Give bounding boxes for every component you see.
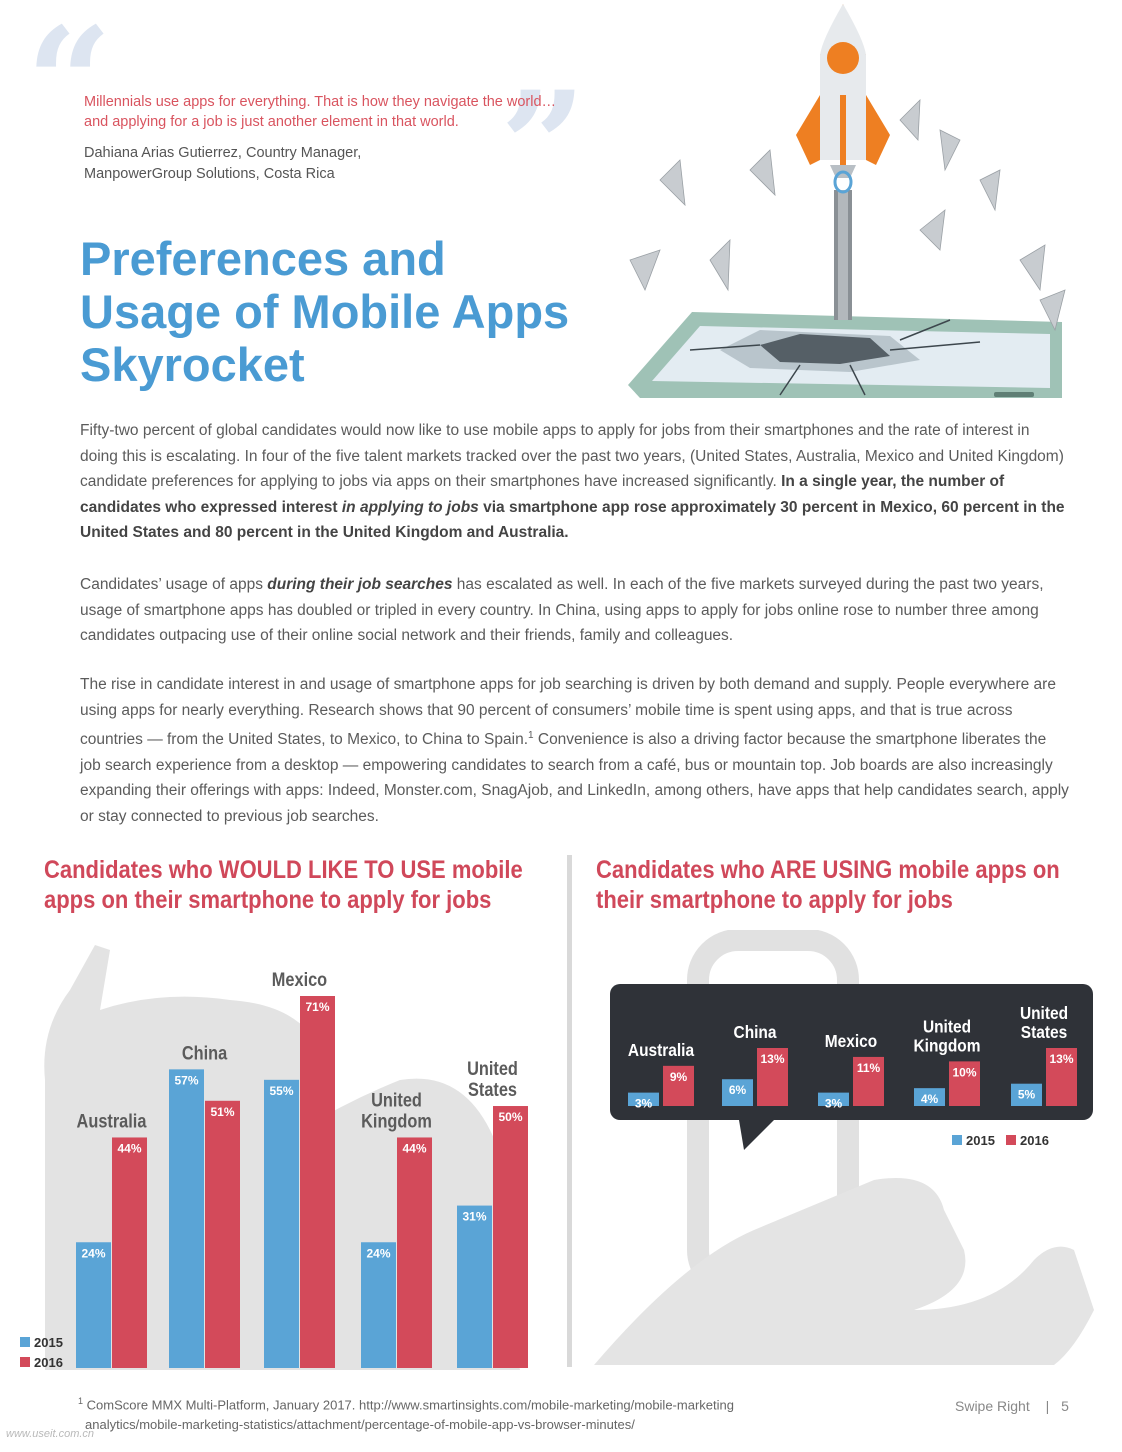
left-bar-chart — [0, 930, 566, 1380]
left-chart-title-c: mobile apps on their smartphone to apply for jobs — [44, 856, 523, 914]
bar-value-label: 55% — [269, 1083, 294, 1098]
category-label: United — [467, 1057, 518, 1080]
bar-2016-australia — [112, 1137, 147, 1368]
body-paragraph-2-a: Candidates’ usage of apps — [80, 576, 268, 593]
body-paragraph-3 — [80, 672, 1070, 829]
legend-label-2015: 2015 — [34, 1335, 63, 1350]
bar-value-label: 3% — [824, 1096, 843, 1111]
bar-value-label: 13% — [760, 1052, 785, 1066]
category-label: United — [1019, 1002, 1069, 1024]
open-quote-icon: “ — [26, 0, 113, 171]
footer-section: Swipe Right — [955, 1398, 1030, 1414]
attribution-line-2: ManpowerGroup Solutions, Costa Rica — [84, 166, 335, 182]
bar-2016-united-kingdom — [397, 1137, 432, 1368]
bar-2015-united-states — [457, 1206, 492, 1368]
bar-value-label: 31% — [462, 1209, 487, 1224]
body-paragraph-1-bold-italic: in applying to jobs — [341, 498, 479, 516]
right-chart-title-emphasis: ARE USING — [769, 856, 893, 884]
category-label: Mexico — [271, 968, 328, 991]
page-footer — [955, 1398, 1069, 1414]
bar-value-label: 9% — [669, 1069, 688, 1084]
page-number: 5 — [1061, 1398, 1069, 1414]
right-chart-title-a: Candidates who — [596, 856, 770, 884]
legend-label-2015: 2015 — [966, 1133, 995, 1148]
bar-value-label: 57% — [174, 1073, 199, 1088]
quote-attribution — [84, 143, 504, 185]
body-paragraph-1-bold-b: via smartphone app rose approximately 30 percent in Mexico, 60 percent in the United States and 80 percent in the United Kingdom and Australia. — [80, 498, 1065, 541]
body-paragraph-1 — [80, 418, 1070, 546]
category-label: Kingdom — [913, 1035, 981, 1056]
bar-value-label: 71% — [305, 1000, 330, 1014]
bar-value-label: 13% — [1049, 1052, 1074, 1066]
left-chart-title-emphasis: WOULD LIKE TO USE — [218, 856, 446, 884]
legend-label-2016: 2016 — [1020, 1133, 1049, 1148]
footer-separator: | — [1045, 1398, 1050, 1414]
category-label: China — [181, 1042, 228, 1064]
bar-2015-mexico — [264, 1080, 299, 1368]
right-chart-title — [596, 855, 1067, 915]
body-paragraph-3-b: Convenience is also a driving factor because the smartphone liberates the job search experience from a desktop — empowering candidates to search from a café, bus or mountain top. Job boards are also increasingly expanding their offerings with apps: Indeed, Monster.com, SnagAjob, and LinkedIn, among others, have apps that help candidates search, apply or stay connected to previous job searches. — [80, 731, 1069, 825]
bar-2016-united-states — [493, 1106, 528, 1368]
bar-value-label: 51% — [210, 1104, 235, 1119]
legend-swatch-2016 — [20, 1357, 30, 1367]
left-chart-title-a: Candidates who — [44, 856, 219, 884]
bar-value-label: 44% — [117, 1141, 142, 1156]
category-label: Kingdom — [361, 1110, 432, 1132]
bar-2015-united-kingdom — [361, 1242, 396, 1368]
bar-value-label: 11% — [856, 1060, 881, 1075]
bar-value-label: 44% — [402, 1141, 427, 1156]
pull-quote: Millennials use apps for everything. That is how they navigate the world…and applying for a job is just another element in that world. — [84, 94, 557, 130]
category-label: United — [922, 1016, 972, 1037]
footnote — [78, 1391, 838, 1435]
watermark: www.useit.com.cn — [6, 1428, 95, 1440]
legend-swatch-2016 — [1006, 1135, 1016, 1145]
left-chart-title — [44, 855, 550, 915]
category-label: States — [467, 1078, 518, 1101]
close-quote-icon: ” — [500, 59, 587, 235]
footnote-line-2: analytics/mobile-marketing-statistics/attachment/percentage-of-mobile-app-vs-browser-minutes/ — [85, 1417, 635, 1433]
body-paragraph-1-bold-a: In a single year, the number of candidates who expressed interest — [80, 473, 1005, 516]
body-paragraph-2 — [80, 572, 1070, 649]
page-title — [80, 232, 569, 391]
bar-value-label: 3% — [634, 1096, 653, 1111]
right-bar-chart — [574, 930, 1122, 1370]
bar-2015-australia — [76, 1242, 111, 1368]
bar-2016-mexico — [300, 996, 335, 1368]
bar-value-label: 5% — [1017, 1087, 1036, 1102]
bar-value-label: 24% — [81, 1246, 106, 1261]
bar-2015-china — [169, 1069, 204, 1368]
bar-value-label: 50% — [498, 1110, 523, 1125]
category-label: Australia — [76, 1110, 147, 1132]
speech-bubble-tail — [739, 1120, 774, 1150]
page-title-line-2: Usage of Mobile Apps — [80, 285, 570, 338]
cracked-tablet-illustration — [628, 312, 1062, 398]
category-label: States — [1020, 1021, 1068, 1043]
footnote-line-1: ComScore MMX Multi-Platform, January 2017. http://www.smartinsights.com/mobile-marketing/mobile-marketing — [86, 1397, 734, 1413]
chart-divider — [567, 855, 572, 1367]
bar-2016-china — [205, 1101, 240, 1368]
bar-value-label: 24% — [366, 1246, 391, 1261]
legend-label-2016: 2016 — [34, 1355, 63, 1370]
right-chart-title-c: mobile apps on their smartphone to apply for jobs — [596, 856, 1060, 914]
attribution-line-1: Dahiana Arias Gutierrez, Country Manager, — [84, 145, 362, 161]
body-paragraph-3-a: The rise in candidate interest in and usage of smartphone apps for job searching is driven by both demand and supply. People everywhere are using apps for nearly everything. Research shows that 90 percent of consumers’ mobile time is spent using apps, and that is true across countries — from the United States, to Mexico, to China to Spain. — [80, 676, 1056, 749]
legend-swatch-2015 — [20, 1337, 30, 1347]
page-title-line-3: Skyrocket — [80, 338, 305, 391]
body-paragraph-2-c: has escalated as well. In each of the five markets surveyed during the past two years, usage of smartphone apps has doubled or tripled in every country. In China, using apps to apply for jobs online rose to number three among candidates outpacing use of their online social network and their friends, family and colleagues. — [80, 576, 1044, 644]
page-title-line-1: Preferences and — [80, 232, 446, 285]
bar-value-label: 4% — [920, 1092, 939, 1107]
legend-swatch-2015 — [952, 1135, 962, 1145]
body-paragraph-1-intro: Fifty-two percent of global candidates would now like to use mobile apps to apply for jobs from their smartphones and the rate of interest in doing this is escalating. In four of the five talent markets tracked over the past two years, (United States, Australia, Mexico and United Kingdom) candidate preferences for applying to jobs via apps on their smartphones have increased significantly. — [80, 422, 1064, 490]
category-label: Australia — [627, 1039, 695, 1061]
category-label: China — [733, 1021, 777, 1043]
bar-value-label: 6% — [728, 1083, 747, 1098]
footnote-number: 1 — [78, 1396, 84, 1406]
bar-value-label: 10% — [952, 1065, 977, 1080]
footnote-ref: 1 — [528, 730, 534, 741]
category-label: Mexico — [824, 1030, 878, 1052]
body-paragraph-2-emphasis: during their job searches — [267, 576, 453, 593]
category-label: United — [371, 1089, 422, 1111]
rocket-illustration — [600, 0, 1090, 420]
